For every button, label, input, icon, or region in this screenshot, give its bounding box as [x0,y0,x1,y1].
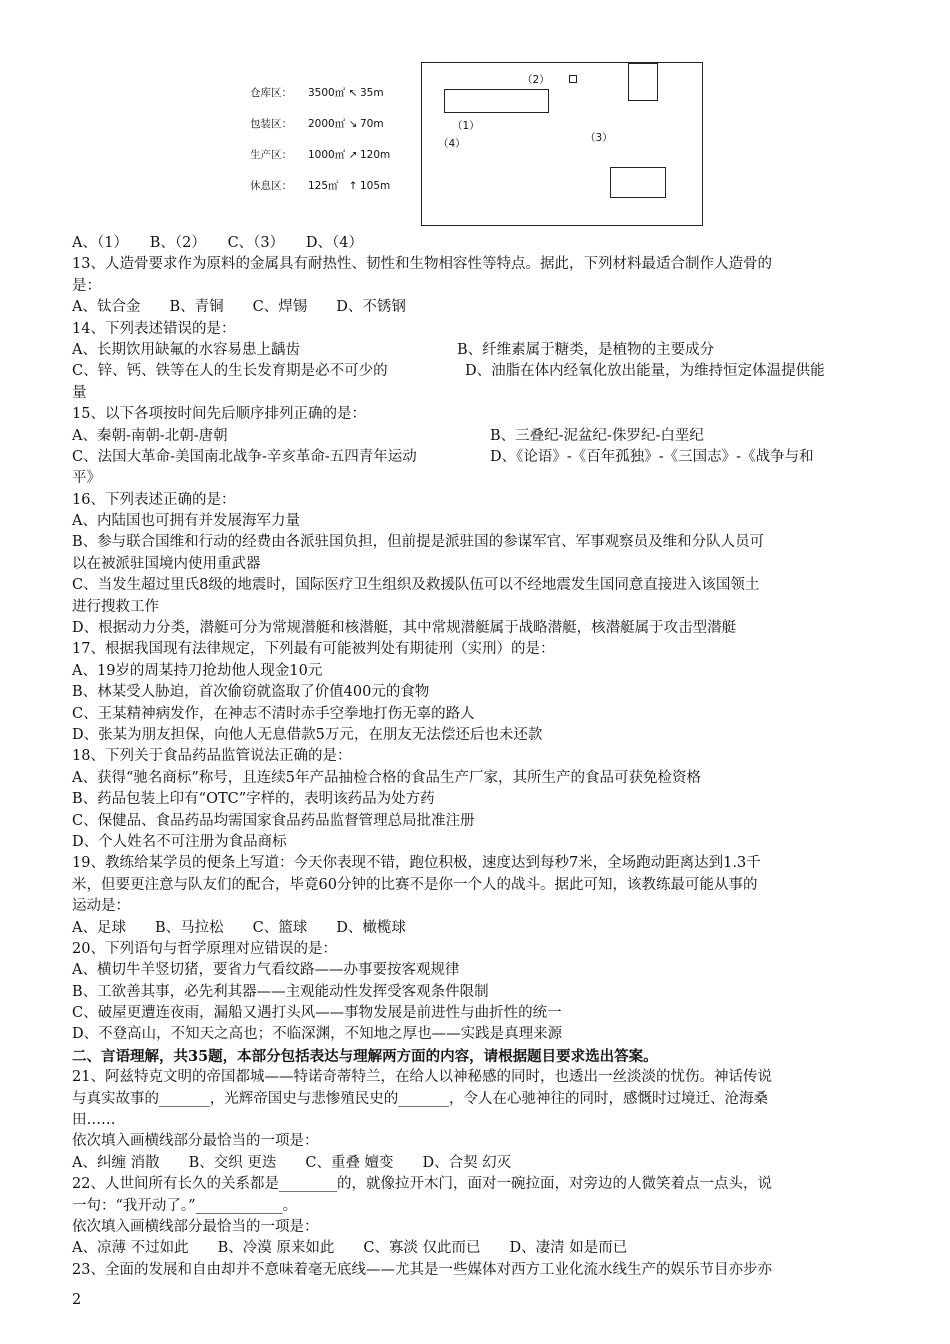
q16-option-b-cont: 以在被派驻国境内使用重武器 [72,555,261,572]
legend-row-warehouse: 仓库区： 3500㎡ ↖ 35m [250,82,390,113]
arrow-ne-icon: ↗ [348,149,358,161]
q21-stem-cont: 与真实故事的_______，光辉帝国史与悲惨殖民史的_______，令人在心驰神往的同时，感慨时过境迁、沧海桑 [72,1090,768,1107]
area-legend [250,82,390,206]
q13-options: A、钛合金 B、青铜 C、焊锡 D、不锈钢 [72,299,406,316]
zone-label-2: （2） [522,74,550,86]
q14-option-b: B、纤维素属于糖类，是植物的主要成分 [457,341,715,358]
layout-map [421,62,703,226]
q14-option-d: D、油脂在体内经氧化放出能量，为维持恒定体温提供能 [465,363,825,380]
legend-row-packing: 包装区： 2000㎡ ↘ 70m [250,113,390,144]
q22-ask: 依次填入画横线部分最恰当的一项是： [72,1218,319,1235]
zone-box-top-right [628,63,658,101]
q13-stem: 13、人造骨要求作为原料的金属具有耐热性、韧性和生物相容性等特点。据此，下列材料最适合制作人造骨的 [72,256,772,273]
q16-option-a: A、内陆国也可拥有并发展海军力量 [72,513,300,530]
q22-stem-cont: 一句：“我开动了。”____________。 [72,1197,298,1214]
zone-box-bottom-right [610,167,666,198]
q21-stem: 21、阿兹特克文明的帝国都城——特诺奇蒂特兰，在给人以神秘感的同时，也透出一丝淡淡的忧伤。神话传说 [72,1069,772,1086]
q16-option-c-cont: 进行搜救工作 [72,598,159,615]
q13-stem-cont: 是： [72,277,101,294]
arrow-up-icon: ↑ [348,180,358,192]
q22-options: A、凉薄 不过如此 B、冷漠 原来如此 C、寡淡 仅此而已 D、凄清 如是而已 [72,1240,628,1257]
q17-stem: 17、根据我国现有法律规定，下列最有可能被判处有期徒刑（实刑）的是： [72,641,555,658]
q19-stem: 19、教练给某学员的便条上写道：今天你表现不错，跑位积极，速度达到每秒7米，全场跑动距离达到1.3千 [72,855,761,872]
q20-option-b: B、工欲善其事，必先利其器——主观能动性发挥受客观条件限制 [72,983,489,1000]
q20-option-a: A、横切牛羊竖切猪，要省力气看纹路——办事要按客观规律 [72,962,460,979]
zone-label-1: （1） [452,120,480,132]
q15-option-a: A、秦朝-南朝-北朝-唐朝 [72,427,228,444]
q16-option-b: B、参与联合国维和行动的经费由各派驻国负担，但前提是派驻国的参谋军官、军事观察员及维和分队人员可 [72,534,765,551]
q15-option-d-cont: 平》 [72,470,101,487]
section-2-heading: 二、言语理解，共35题，本部分包括表达与理解两方面的内容，请根据题目要求选出答案。 [72,1047,658,1065]
factory-layout-figure [240,60,720,230]
q14-row-cd [72,361,880,382]
q16-option-c: C、当发生超过里氏8级的地震时，国际医疗卫生组织及救援队伍可以不经地震发生国同意直接进入该国领土 [72,577,760,594]
q19-stem-end: 运动是： [72,898,130,915]
zone-label-4: （4） [438,138,466,150]
q16-option-d: D、根据动力分类，潜艇可分为常规潜艇和核潜艇，其中常规潜艇属于战略潜艇，核潜艇属于攻击型潜艇 [72,620,737,637]
q17-option-a: A、19岁的周某持刀抢劫他人现金10元 [72,662,323,679]
zone-box-1 [444,89,549,113]
q18-option-d: D、个人姓名不可注册为食品商标 [72,833,287,850]
q19-options: A、足球 B、马拉松 C、篮球 D、橄榄球 [72,919,406,936]
zone-box-2-small [569,75,577,83]
q20-option-d: D、不登高山，不知天之高也；不临深渊，不知地之厚也——实践是真理来源 [72,1026,563,1043]
q14-row-ab [72,340,880,361]
q18-stem: 18、下列关于食品药品监管说法正确的是： [72,748,352,765]
arrow-se-icon: ↘ [348,118,358,130]
q14-stem: 14、下列表述错误的是： [72,320,236,337]
q21-ask: 依次填入画横线部分最恰当的一项是： [72,1133,319,1150]
q18-option-c: C、保健品、食品药品均需国家食品药品监督管理总局批准注册 [72,812,475,829]
q15-row-cd [72,447,880,468]
q20-option-c: C、破屋更遭连夜雨，漏船又遇打头风——事物发展是前进性与曲折性的统一 [72,1005,562,1022]
q18-option-b: B、药品包装上印有“OTC”字样的，表明该药品为处方药 [72,791,435,808]
q14-option-a: A、长期饮用缺氟的水容易患上龋齿 [72,341,300,358]
q23-stem: 23、全面的发展和自由却并不意味着毫无底线——尤其是一些媒体对西方工业化流水线生产的娱乐节目亦步亦 [72,1261,772,1278]
q16-stem: 16、下列表述正确的是： [72,491,236,508]
q22-stem: 22、人世间所有长久的关系都是________的，就像拉开木门，面对一碗拉面，对旁边的人微笑着点一点头，说 [72,1176,772,1193]
q19-stem-cont: 米，但要更注意与队友们的配合，毕竟60分钟的比赛不是你一个人的战斗。据此可知，该教练最可能从事的 [72,876,758,893]
q18-option-a: A、获得“驰名商标”称号，且连续5年产品抽检合格的食品生产厂家，其所生产的食品可获免检资格 [72,769,702,786]
zone-label-3: （3） [585,132,613,144]
legend-row-production: 生产区： 1000㎡ ↗ 120m [250,144,390,175]
q15-option-d: D、《论语》-《百年孤独》-《三国志》-《战争与和 [490,448,814,465]
q12-options: A、（1） B、（2） C、（3） D、（4） [72,235,363,251]
arrow-nw-icon: ↖ [348,87,358,99]
q17-option-b: B、林某受人胁迫，首次偷窃就盗取了价值400元的食物 [72,684,430,701]
q20-stem: 20、下列语句与哲学原理对应错误的是： [72,940,337,957]
q15-row-ab [72,426,880,447]
q15-stem: 15、以下各项按时间先后顺序排列正确的是： [72,406,366,423]
q21-options: A、纠缠 消散 B、交织 更迭 C、重叠 嬗变 D、合契 幻灭 [72,1154,512,1171]
q14-option-c: C、锌、钙、铁等在人的生长发育期是必不可少的 [72,363,388,380]
q17-option-c: C、王某精神病发作，在神志不清时赤手空拳地打伤无辜的路人 [72,705,475,722]
q21-stem-end: 田…… [72,1112,116,1129]
q15-option-b: B、三叠纪-泥盆纪-侏罗纪-白垩纪 [490,427,704,444]
page-number: 2 [72,1292,82,1308]
q15-option-c: C、法国大革命-美国南北战争-辛亥革命-五四青年运动 [72,448,417,465]
q14-option-d-cont: 量 [72,384,87,401]
q17-option-d: D、张某为朋友担保，向他人无息借款5万元，在朋友无法偿还后也未还款 [72,726,543,743]
legend-row-rest: 休息区： 125㎡ ↑ 105m [250,175,390,206]
question-text [72,233,880,1281]
